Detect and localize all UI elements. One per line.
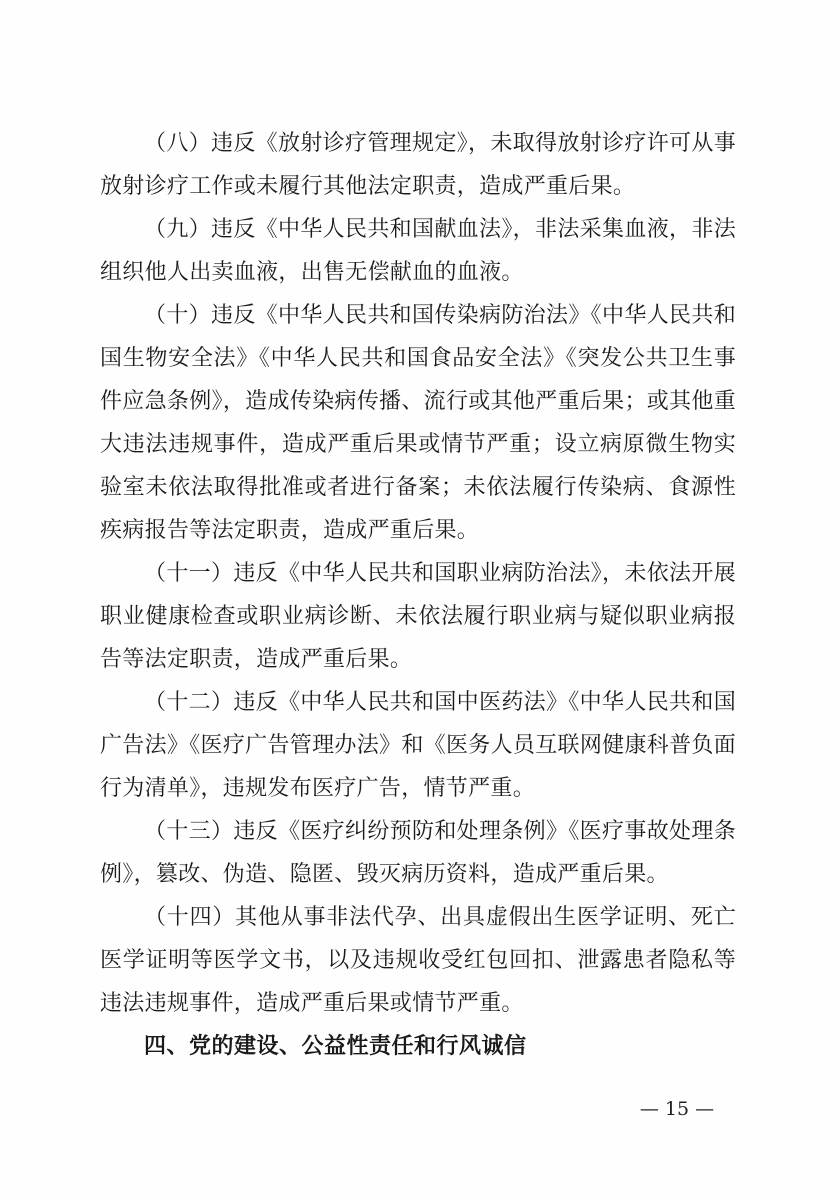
paragraph-12: （十二）违反《中华人民共和国中医药法》《中华人民共和国广告法》《医疗广告管理办法》和《医务人员互联网健康科普负面行为清单》，违规发布医疗广告，情节严重。 [100, 690, 736, 801]
section-heading: 四、党的建设、公益性责任和行风诚信 [144, 1034, 527, 1059]
page-number: — 15 — [639, 1098, 715, 1120]
document-body [100, 122, 736, 1068]
paragraph-14: （十四）其他从事非法代孕、出具虚假出生医学证明、死亡医学证明等医学文书，以及违规收受红包回扣、泄露患者隐私等违法违规事件，造成严重后果或情节严重。 [100, 905, 736, 1016]
paragraph-11: （十一）违反《中华人民共和国职业病防治法》，未依法开展职业健康检查或职业病诊断、未依法履行职业病与疑似职业病报告等法定职责，造成严重后果。 [100, 561, 736, 672]
paragraph-10: （十）违反《中华人民共和国传染病防治法》《中华人民共和国生物安全法》《中华人民共和国食品安全法》《突发公共卫生事件应急条例》，造成传染病传播、流行或其他严重后果；或其他重大违法违规事件，造成严重后果或情节严重；设立病原微生物实验室未依法取得批准或者进行备案；未依法履行传染病、食源性疾病报告等法定职责，造成严重后果。 [100, 303, 736, 543]
paragraph-8: （八）违反《放射诊疗管理规定》，未取得放射诊疗许可从事放射诊疗工作或未履行其他法定职责，造成严重后果。 [100, 131, 736, 199]
paragraph-13: （十三）违反《医疗纠纷预防和处理条例》《医疗事故处理条例》，篡改、伪造、隐匿、毁灭病历资料，造成严重后果。 [100, 819, 736, 887]
paragraph-9: （九）违反《中华人民共和国献血法》，非法采集血液，非法组织他人出卖血液，出售无偿献血的血液。 [100, 217, 736, 285]
